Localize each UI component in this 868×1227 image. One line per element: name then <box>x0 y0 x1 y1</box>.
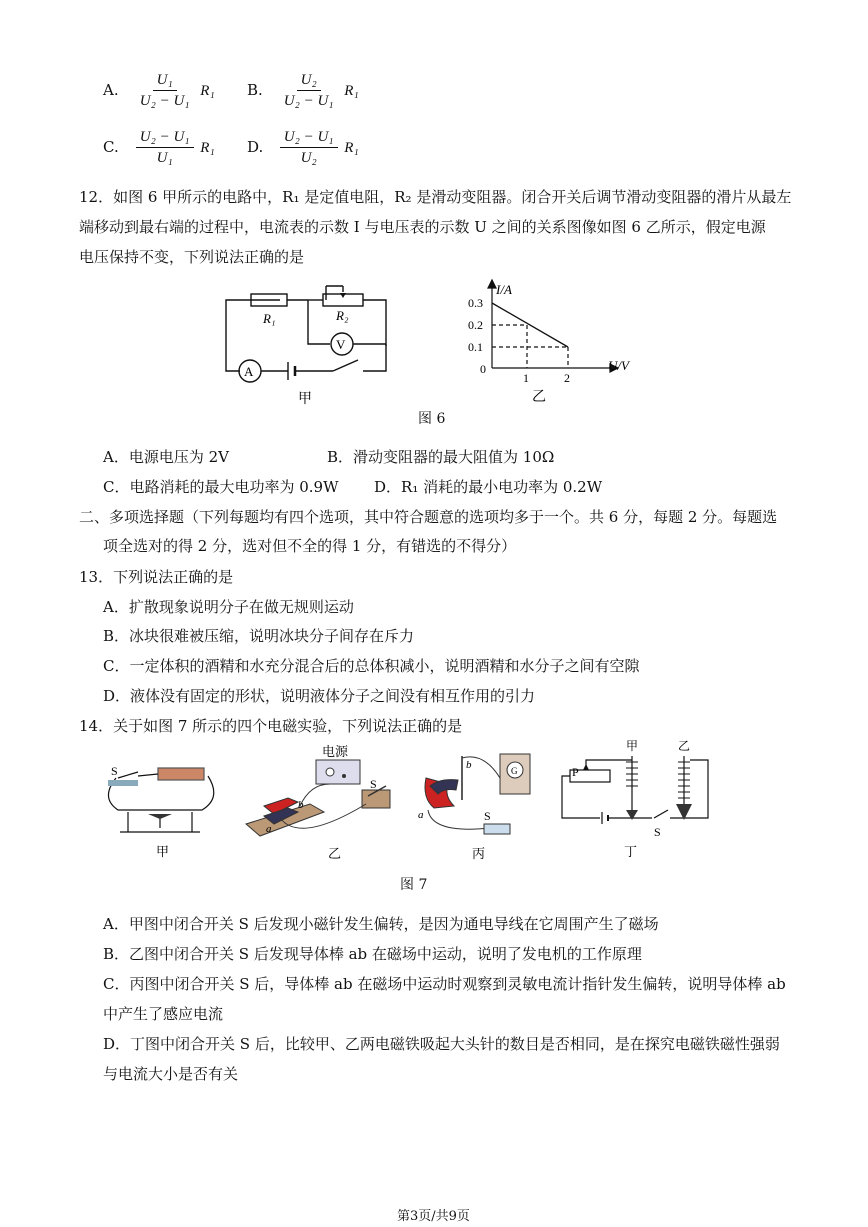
label-a: a <box>266 823 272 835</box>
power-label: 电源 <box>322 744 349 759</box>
q12-option-a: A．电源电压为 2V <box>103 448 229 466</box>
q12-stem-line3: 电压保持不变，下列说法正确的是 <box>79 248 305 266</box>
ytick-label: 0.1 <box>468 340 483 354</box>
switch-label: S <box>111 764 118 778</box>
experiment-bing <box>414 748 539 863</box>
exp-caption: 乙 <box>328 846 342 861</box>
label-yi: 乙 <box>678 740 691 753</box>
q13-option-b: B．冰块很难被压缩，说明冰块分子间存在斥力 <box>103 627 415 645</box>
q14-option-d-line1: D．丁图中闭合开关 S 后，比较甲、乙两电磁铁吸起大头针的数目是否相同，是在探究电磁铁磁性强弱 <box>103 1035 780 1053</box>
iu-line <box>492 303 568 347</box>
q12-option-c: C．电路消耗的最大电功率为 0.9W <box>103 478 339 496</box>
q14-option-d-line2: 与电流大小是否有关 <box>103 1065 239 1083</box>
switch-icon <box>333 360 358 371</box>
iu-graph <box>460 278 640 408</box>
circuit-caption: 甲 <box>298 392 312 407</box>
exp-caption: 丙 <box>472 846 486 861</box>
q14-option-b: B．乙图中闭合开关 S 后发现导体棒 ab 在磁场中运动，说明了发电机的工作原理 <box>103 945 642 963</box>
label-p: P <box>572 765 579 779</box>
section2-header-line1: 二、多项选择题（下列每题均有四个选项，其中符合题意的选项均多于一个。共 6 分，每题 2 分。每题选 <box>79 508 778 526</box>
label-a: a <box>418 809 424 821</box>
fraction: $\frac{\text{U₂ − U₁}}{\text{U₁}}$ <box>136 127 194 168</box>
switch-label: S <box>484 809 491 823</box>
fraction: $\frac{\text{U₁}}{\text{U₂ − U₁}}$ <box>139 72 190 109</box>
ytick-label: 0.2 <box>468 318 483 332</box>
q14-option-c-line2: 中产生了感应电流 <box>103 1005 224 1023</box>
q12-option-d: D．R₁ 消耗的最小电功率为 0.2W <box>374 478 603 496</box>
switch-label: S <box>370 777 377 791</box>
q14-option-c-line1: C．丙图中闭合开关 S 后，导体棒 ab 在磁场中运动时观察到灵敏电流计指针发生偏转，说明导体棒 ab <box>103 975 786 993</box>
exp-caption: 甲 <box>156 844 170 858</box>
q11-option-d: D. $\frac{\text{U₂ − U₁}}{\text{U₂}}$ R₁ <box>247 129 359 166</box>
q13-option-d: D．液体没有固定的形状，说明液体分子之间没有相互作用的引力 <box>103 687 536 705</box>
q13-option-c: C．一定体积的酒精和水充分混合后的总体积减小，说明酒精和水分子之间有空隙 <box>103 657 640 675</box>
q13-option-a: A．扩散现象说明分子在做无规则运动 <box>103 598 354 616</box>
q14-stem: 14．关于如图 7 所示的四个电磁实验，下列说法正确的是 <box>79 717 463 735</box>
switch-label: S <box>654 825 661 839</box>
r1-label: R₁ <box>263 311 276 326</box>
fraction: $\frac{\text{U₂ − U₁}}{\text{U₂}}$ <box>280 127 338 168</box>
ytick-label: 0.3 <box>468 296 483 310</box>
graph-caption: 乙 <box>532 390 546 405</box>
graph-origin: 0 <box>480 362 486 376</box>
q12-option-b: B．滑动变阻器的最大阻值为 10Ω <box>327 448 555 466</box>
experiment-ding <box>556 740 716 860</box>
q13-stem: 13．下列说法正确的是 <box>79 568 234 586</box>
xtick-label: 1 <box>523 371 529 385</box>
experiment-yi <box>240 744 405 864</box>
label-b: b <box>466 759 472 771</box>
label-b: b <box>298 799 304 811</box>
figure7-caption: 图 7 <box>400 877 428 893</box>
fraction: $\frac{\text{U₂}}{\text{U₂ − U₁}}$ <box>283 72 334 109</box>
graph-ylabel: I/A <box>496 282 512 297</box>
page-footer: 第3页/共9页 <box>397 1209 470 1224</box>
galvanometer-label: G <box>511 766 518 776</box>
q12-stem-line2: 端移动到最右端的过程中，电流表的示数 I 与电压表的示数 U 之间的关系图像如图 6 乙所示，假定电源 <box>79 218 766 236</box>
voltmeter-label: V <box>336 337 346 352</box>
xtick-label: 2 <box>564 371 570 385</box>
figure6-caption: 图 6 <box>418 411 446 427</box>
label-jia: 甲 <box>626 740 639 753</box>
q11-option-b: B. $\frac{\text{U₂}}{\text{U₂ − U₁}}$ R₁ <box>247 72 359 109</box>
q14-option-a: A．甲图中闭合开关 S 后发现小磁针发生偏转，是因为通电导线在它周围产生了磁场 <box>103 915 659 933</box>
experiment-jia <box>98 758 228 858</box>
graph-xlabel: U/V <box>608 358 629 373</box>
q11-option-a: A. $\frac{\text{U₁}}{\text{U₂ − U₁}}$ R₁ <box>103 72 215 109</box>
q12-stem-line1: 12．如图 6 甲所示的电路中，R₁ 是定值电阻，R₂ 是滑动变阻器。闭合开关后调节滑动变阻器的滑片从最左 <box>79 188 792 206</box>
circuit-diagram <box>218 278 398 408</box>
q11-option-c: C. $\frac{\text{U₂ − U₁}}{\text{U₁}}$ R₁ <box>103 129 215 166</box>
section2-header-line2: 项全选对的得 2 分，选对但不全的得 1 分，有错选的不得分） <box>103 537 517 555</box>
ammeter-label: A <box>244 364 254 379</box>
exp-caption: 丁 <box>624 844 638 859</box>
r2-label: R₂ <box>336 308 349 323</box>
